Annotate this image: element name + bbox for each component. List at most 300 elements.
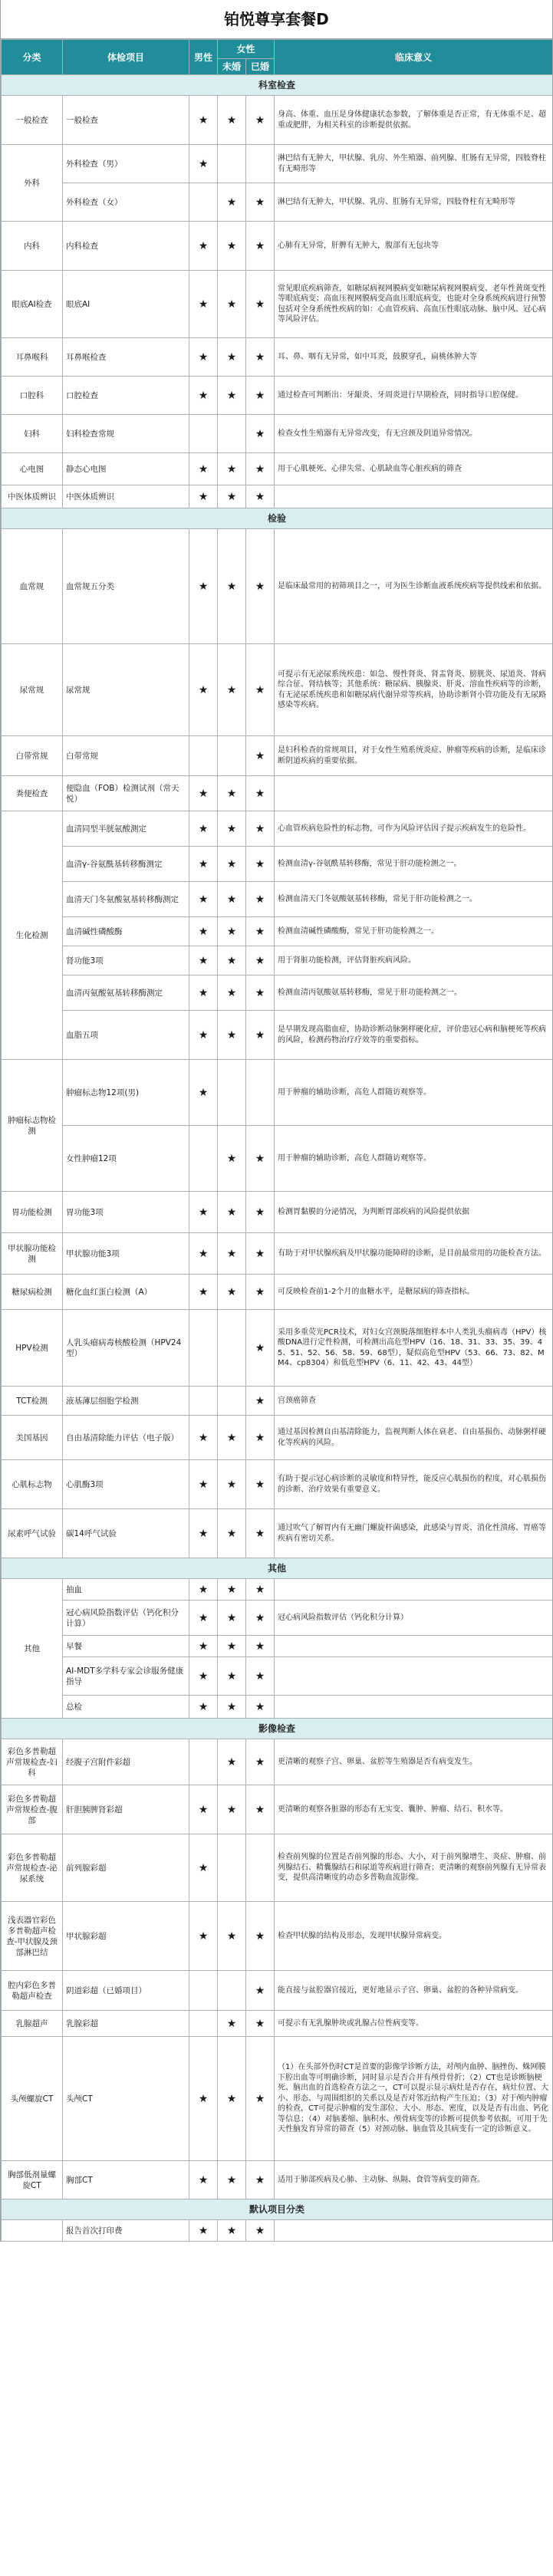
item-cell: 内科检查 <box>63 222 189 271</box>
table-row <box>2 2161 553 2199</box>
married-mark: ★ <box>246 946 275 975</box>
table-body <box>2 75 553 2242</box>
male-mark: ★ <box>189 1192 218 1233</box>
table-row <box>2 1387 553 1416</box>
item-cell: 糖化血红蛋白检测（A） <box>63 1275 189 1310</box>
category-cell: 腔内彩色多普勒超声检查 <box>2 1971 63 2011</box>
male-mark: ★ <box>189 338 218 377</box>
married-mark: ★ <box>246 1011 275 1060</box>
category-cell: 乳腺超声 <box>2 2011 63 2037</box>
item-cell: 心肌酶3项 <box>63 1460 189 1509</box>
significance-cell: 检查甲状腺的结构及形态，发现甲状腺异常病变。 <box>275 1902 553 1971</box>
unmarried-mark: ★ <box>218 377 246 415</box>
unmarried-mark: ★ <box>218 1696 246 1719</box>
unmarried-mark: ★ <box>218 453 246 485</box>
category-cell: 肿瘤标志物检测 <box>2 1060 63 1192</box>
significance-cell: 淋巴结有无肿大，甲状腺、乳房、肛肠有无异常，四肢脊柱有无畸形等 <box>275 183 553 222</box>
married-mark: ★ <box>246 1601 275 1636</box>
table-row <box>2 1657 553 1696</box>
significance-cell: 能直接与盆腔器官接近，更好地显示子宫、卵巢、盆腔的各种异常病变。 <box>275 1971 553 2011</box>
male-mark <box>189 1971 218 2011</box>
item-cell: 肿瘤标志物12项(男) <box>63 1060 189 1126</box>
category-cell: 彩色多普勒超声常规检查-妇科 <box>2 1739 63 1785</box>
unmarried-mark <box>218 145 246 183</box>
item-cell: 一般检查 <box>63 96 189 145</box>
significance-cell: 用于心肌梗死、心律失常、心肌缺血等心脏疾病的筛查 <box>275 453 553 485</box>
table-row <box>2 1011 553 1060</box>
married-mark: ★ <box>246 975 275 1011</box>
male-mark: ★ <box>189 2161 218 2199</box>
section-title: 默认项目分类 <box>2 2199 553 2220</box>
item-cell: 前列腺彩超 <box>63 1834 189 1902</box>
male-mark: ★ <box>189 1060 218 1126</box>
unmarried-mark <box>218 1387 246 1416</box>
male-mark: ★ <box>189 145 218 183</box>
category-cell <box>2 2220 63 2242</box>
table-row <box>2 529 553 644</box>
unmarried-mark: ★ <box>218 183 246 222</box>
significance-cell <box>275 776 553 811</box>
header-significance: 临床意义 <box>275 40 553 75</box>
significance-cell: 更清晰的观察子宫、卵巢、盆腔等生殖器是否有病变发生。 <box>275 1739 553 1785</box>
married-mark: ★ <box>246 1460 275 1509</box>
table-row <box>2 485 553 508</box>
unmarried-mark: ★ <box>218 1601 246 1636</box>
married-mark: ★ <box>246 338 275 377</box>
table-row <box>2 415 553 453</box>
significance-cell: 检查前列腺的位置是否前列腺的形态、大小，对于前列腺增生、炎症、肿瘤、前列腺结石、精囊腺结石和尿道等疾病进行筛查；更清晰的观察前列腺有无异常表变，提供高清晰度的动态多普勒血流影像。 <box>275 1834 553 1902</box>
married-mark: ★ <box>246 96 275 145</box>
category-cell: TCT检测 <box>2 1387 63 1416</box>
item-cell: 血清天门冬氨酸氨基转移酶测定 <box>63 882 189 917</box>
married-mark: ★ <box>246 811 275 847</box>
significance-cell: 检测血清丙氨酸氨基转移酶，常见于肝功能检测之一。 <box>275 975 553 1011</box>
category-cell: 糖尿病检测 <box>2 1275 63 1310</box>
significance-cell: 用于肿瘤的辅助诊断，高危人群随访观察等。 <box>275 1060 553 1126</box>
table-row <box>2 453 553 485</box>
unmarried-mark <box>218 736 246 776</box>
table-row <box>2 975 553 1011</box>
significance-cell: 可提示有无乳腺肿块或乳腺占位性病变等。 <box>275 2011 553 2037</box>
married-mark: ★ <box>246 2161 275 2199</box>
male-mark <box>189 2011 218 2037</box>
male-mark: ★ <box>189 377 218 415</box>
category-cell: 彩色多普勒超声常规检查-腹部 <box>2 1785 63 1834</box>
unmarried-mark <box>218 415 246 453</box>
category-cell: 头颅螺旋CT <box>2 2037 63 2161</box>
unmarried-mark: ★ <box>218 2037 246 2161</box>
item-cell: AI-MDT多学科专家会诊服务健康指导 <box>63 1657 189 1696</box>
item-cell: 液基薄层细胞学检测 <box>63 1387 189 1416</box>
significance-cell: 耳、鼻、咽有无异常，如中耳炎，鼓膜穿孔，扁桃体肿大等 <box>275 338 553 377</box>
unmarried-mark: ★ <box>218 917 246 946</box>
table-row <box>2 1971 553 2011</box>
significance-cell <box>275 1657 553 1696</box>
married-mark: ★ <box>246 1126 275 1192</box>
male-mark <box>189 183 218 222</box>
category-cell: 浅表器官彩色多普勒超声检查-甲状腺及颈部淋巴结 <box>2 1902 63 1971</box>
item-cell: 甲状腺彩超 <box>63 1902 189 1971</box>
item-cell: 碳14呼气试验 <box>63 1509 189 1558</box>
married-mark: ★ <box>246 2011 275 2037</box>
significance-cell: （1）在头部外伤时CT是首要的影像学诊断方法，对颅内血肿、脑挫伤、蛛网膜下腔出血等可明确诊断，同时显示是否合并有颅骨骨折；（2）CT也是诊断脑梗死、脑出血的首选检查方法之一，CT可以提示显示病灶是否存在，病灶位置、大小、形态、与周围组织的关系以及是否对邻近结构产生压迫；（3）对于颅内肿瘤的检查，CT可提示肿瘤的发生部位、大小、形态、密度，以及是否有出血、钙化等信息；（4）对脑萎缩、脑积水、颅骨病变等的诊断可提供参考依据，可用于先天性脑发育异常的筛查（5）对颈动脉、脑血管及其病变有一定的诊断意义。 <box>275 2037 553 2161</box>
table-row <box>2 1233 553 1275</box>
item-cell: 外科检查（男） <box>63 145 189 183</box>
unmarried-mark <box>218 1060 246 1126</box>
category-cell: 胃功能检测 <box>2 1192 63 1233</box>
unmarried-mark <box>218 1971 246 2011</box>
unmarried-mark: ★ <box>218 338 246 377</box>
significance-cell: 是早期发现高脂血症，协助诊断动脉粥样硬化症，评价患冠心病和脑梗死等疾病的风险，检测药物治疗疗效等的重要指标。 <box>275 1011 553 1060</box>
unmarried-mark: ★ <box>218 1657 246 1696</box>
significance-cell <box>275 1696 553 1719</box>
category-cell: 内科 <box>2 222 63 271</box>
unmarried-mark: ★ <box>218 1126 246 1192</box>
table-row <box>2 1579 553 1601</box>
unmarried-mark: ★ <box>218 96 246 145</box>
married-mark: ★ <box>246 453 275 485</box>
married-mark: ★ <box>246 882 275 917</box>
married-mark: ★ <box>246 1387 275 1416</box>
item-cell: 经腹子宫附件彩超 <box>63 1739 189 1785</box>
unmarried-mark <box>218 1310 246 1387</box>
significance-cell: 可反映检查前1-2个月的血糖水平，是糖尿病的筛查指标。 <box>275 1275 553 1310</box>
table-row <box>2 1696 553 1719</box>
section-header-row <box>2 508 553 529</box>
category-cell: 外科 <box>2 145 63 222</box>
item-cell: 口腔检查 <box>63 377 189 415</box>
married-mark: ★ <box>246 1902 275 1971</box>
section-header-row <box>2 2199 553 2220</box>
item-cell: 报告首次打印费 <box>63 2220 189 2242</box>
unmarried-mark: ★ <box>218 529 246 644</box>
item-cell: 白带常规 <box>63 736 189 776</box>
male-mark <box>189 415 218 453</box>
category-cell: 甲状腺功能检测 <box>2 1233 63 1275</box>
package-table <box>1 39 553 2242</box>
married-mark: ★ <box>246 1739 275 1785</box>
section-header-row <box>2 75 553 96</box>
married-mark: ★ <box>246 1636 275 1657</box>
married-mark: ★ <box>246 644 275 736</box>
item-cell: 妇科检查常规 <box>63 415 189 453</box>
married-mark: ★ <box>246 1971 275 2011</box>
male-mark: ★ <box>189 1657 218 1696</box>
significance-cell: 检测血清天门冬氨酸氨基转移酶，常见于肝功能检测之一。 <box>275 882 553 917</box>
table-row <box>2 1834 553 1902</box>
unmarried-mark: ★ <box>218 847 246 882</box>
significance-cell: 更清晰的观察各脏器的形态有无实变、囊肿、肿瘤、结石、积水等。 <box>275 1785 553 1834</box>
unmarried-mark: ★ <box>218 1636 246 1657</box>
item-cell: 甲状腺功能3项 <box>63 1233 189 1275</box>
category-cell: 粪便检查 <box>2 776 63 811</box>
significance-cell: 检测胃黏膜的分泌情况，为判断胃部疾病的风险提供依据 <box>275 1192 553 1233</box>
section-header-row <box>2 1719 553 1739</box>
table-row <box>2 1739 553 1785</box>
table-row <box>2 917 553 946</box>
significance-cell: 用于肿瘤的辅助诊断，高危人群随访观察等。 <box>275 1126 553 1192</box>
married-mark: ★ <box>246 2037 275 2161</box>
item-cell: 肝胆胰脾肾彩超 <box>63 1785 189 1834</box>
table-row <box>2 271 553 338</box>
male-mark: ★ <box>189 1834 218 1902</box>
unmarried-mark: ★ <box>218 975 246 1011</box>
page-title: 铂悦尊享套餐D <box>1 0 552 39</box>
male-mark: ★ <box>189 917 218 946</box>
significance-cell: 适用于肺部疾病及心肺、主动脉、纵隔、食管等病变的筛查。 <box>275 2161 553 2199</box>
header-married: 已婚 <box>246 59 275 75</box>
category-cell: 美国基因 <box>2 1416 63 1460</box>
table-row <box>2 1902 553 1971</box>
table-row <box>2 338 553 377</box>
male-mark: ★ <box>189 882 218 917</box>
male-mark: ★ <box>189 847 218 882</box>
unmarried-mark: ★ <box>218 271 246 338</box>
category-cell: 血常规 <box>2 529 63 644</box>
unmarried-mark: ★ <box>218 1739 246 1785</box>
table-row <box>2 1192 553 1233</box>
married-mark: ★ <box>246 1785 275 1834</box>
married-mark <box>246 145 275 183</box>
item-cell: 外科检查（女） <box>63 183 189 222</box>
category-cell: 心电图 <box>2 453 63 485</box>
table-row <box>2 882 553 917</box>
significance-cell: 检测血清γ-谷氨酰基转移酶，常见于肝功能检测之一。 <box>275 847 553 882</box>
category-cell: 白带常规 <box>2 736 63 776</box>
table-row <box>2 2037 553 2161</box>
item-cell: 头颅CT <box>63 2037 189 2161</box>
section-title: 科室检查 <box>2 75 553 96</box>
table-row <box>2 1060 553 1126</box>
table-row <box>2 946 553 975</box>
significance-cell: 宫颈癌筛查 <box>275 1387 553 1416</box>
item-cell: 冠心病风险指数评估（钙化积分计算） <box>63 1601 189 1636</box>
category-cell: 眼底AI检查 <box>2 271 63 338</box>
unmarried-mark: ★ <box>218 1509 246 1558</box>
item-cell: 血清丙氨酸氨基转移酶测定 <box>63 975 189 1011</box>
unmarried-mark: ★ <box>218 2220 246 2242</box>
header-unmarried: 未婚 <box>218 59 246 75</box>
significance-cell: 检查女性生殖器有无异常改变，有无宫颈及阴道异常情况。 <box>275 415 553 453</box>
married-mark: ★ <box>246 1192 275 1233</box>
header-category: 分类 <box>2 40 63 75</box>
table-row <box>2 1509 553 1558</box>
unmarried-mark: ★ <box>218 2161 246 2199</box>
married-mark <box>246 1834 275 1902</box>
item-cell: 血清碱性磷酸酶 <box>63 917 189 946</box>
item-cell: 总检 <box>63 1696 189 1719</box>
category-cell: 尿素呼气试验 <box>2 1509 63 1558</box>
table-row <box>2 1601 553 1636</box>
table-row <box>2 1275 553 1310</box>
married-mark: ★ <box>246 1416 275 1460</box>
male-mark: ★ <box>189 1416 218 1460</box>
male-mark: ★ <box>189 529 218 644</box>
male-mark: ★ <box>189 975 218 1011</box>
married-mark: ★ <box>246 1696 275 1719</box>
table-row <box>2 736 553 776</box>
category-cell: 耳鼻喉科 <box>2 338 63 377</box>
significance-cell: 通过吹气了解胃内有无幽门螺旋杆菌感染，此感染与胃炎、消化性溃疡、胃癌等疾病有密切关系。 <box>275 1509 553 1558</box>
male-mark: ★ <box>189 96 218 145</box>
category-cell: 一般检查 <box>2 96 63 145</box>
item-cell: 中医体质辨识 <box>63 485 189 508</box>
unmarried-mark: ★ <box>218 1233 246 1275</box>
item-cell: 乳腺彩超 <box>63 2011 189 2037</box>
category-cell: 口腔科 <box>2 377 63 415</box>
table-row <box>2 1416 553 1460</box>
married-mark: ★ <box>246 415 275 453</box>
item-cell: 眼底AI <box>63 271 189 338</box>
significance-cell <box>275 1636 553 1657</box>
item-cell: 血清同型半胱氨酸测定 <box>63 811 189 847</box>
male-mark: ★ <box>189 222 218 271</box>
table-row <box>2 2011 553 2037</box>
table-row <box>2 96 553 145</box>
category-cell: 尿常规 <box>2 644 63 736</box>
unmarried-mark: ★ <box>218 1579 246 1601</box>
item-cell: 胃功能3项 <box>63 1192 189 1233</box>
significance-cell: 检测血清碱性磷酸酶，常见于肝功能检测之一。 <box>275 917 553 946</box>
table-header <box>2 40 553 75</box>
table-row <box>2 145 553 183</box>
unmarried-mark: ★ <box>218 1011 246 1060</box>
unmarried-mark: ★ <box>218 1416 246 1460</box>
table-row <box>2 1636 553 1657</box>
male-mark <box>189 1387 218 1416</box>
section-title: 影像检查 <box>2 1719 553 1739</box>
married-mark: ★ <box>246 736 275 776</box>
significance-cell: 用于肾脏功能检测，评估肾脏疾病风险。 <box>275 946 553 975</box>
table-row <box>2 1126 553 1192</box>
category-cell: 心肌标志物 <box>2 1460 63 1509</box>
significance-cell: 淋巴结有无肿大，甲状腺、乳房、外生殖器、前列腺、肛肠有无异常，四肢脊柱有无畸形等 <box>275 145 553 183</box>
header-item: 体检项目 <box>63 40 189 75</box>
male-mark: ★ <box>189 1509 218 1558</box>
table-row <box>2 644 553 736</box>
male-mark <box>189 1739 218 1785</box>
significance-cell: 身高、体重、血压是身体健康状态参数，了解体重是否正常，有无体重不足、超重或肥胖，为相关科室的诊断提供依据。 <box>275 96 553 145</box>
table-row <box>2 1785 553 1834</box>
unmarried-mark: ★ <box>218 1275 246 1310</box>
table-row <box>2 222 553 271</box>
male-mark: ★ <box>189 1011 218 1060</box>
married-mark: ★ <box>246 183 275 222</box>
unmarried-mark: ★ <box>218 485 246 508</box>
male-mark <box>189 1310 218 1387</box>
item-cell: 静态心电图 <box>63 453 189 485</box>
item-cell: 女性肿瘤12项 <box>63 1126 189 1192</box>
unmarried-mark: ★ <box>218 1460 246 1509</box>
unmarried-mark: ★ <box>218 1785 246 1834</box>
significance-cell: 有助于提示冠心病诊断的灵敏度和特异性，能反应心肌损伤的程度，对心肌损伤的诊断、治疗效果有重要意义。 <box>275 1460 553 1509</box>
married-mark: ★ <box>246 847 275 882</box>
unmarried-mark: ★ <box>218 946 246 975</box>
married-mark: ★ <box>246 776 275 811</box>
married-mark: ★ <box>246 2220 275 2242</box>
table-row <box>2 776 553 811</box>
significance-cell <box>275 1579 553 1601</box>
unmarried-mark: ★ <box>218 2011 246 2037</box>
item-cell: 耳鼻喉检查 <box>63 338 189 377</box>
item-cell: 早餐 <box>63 1636 189 1657</box>
male-mark: ★ <box>189 485 218 508</box>
married-mark: ★ <box>246 1509 275 1558</box>
male-mark: ★ <box>189 946 218 975</box>
married-mark: ★ <box>246 1657 275 1696</box>
significance-cell: 是临床最常用的初筛项目之一，可为医生诊断血液系统疾病等提供线索和依据。 <box>275 529 553 644</box>
category-cell: 中医体质辨识 <box>2 485 63 508</box>
male-mark: ★ <box>189 271 218 338</box>
significance-cell: 通过基因检测自由基清除能力，监视判断人体在衰老、自由基损伤、动脉粥样硬化等疾病的风险。 <box>275 1416 553 1460</box>
table-row <box>2 847 553 882</box>
item-cell: 自由基清除能力评估（电子版） <box>63 1416 189 1460</box>
unmarried-mark: ★ <box>218 882 246 917</box>
unmarried-mark: ★ <box>218 1902 246 1971</box>
category-cell: 彩色多普勒超声常规检查-泌尿系统 <box>2 1834 63 1902</box>
male-mark: ★ <box>189 644 218 736</box>
category-cell: 妇科 <box>2 415 63 453</box>
significance-cell: 有助于对甲状腺疾病及甲状腺功能障碍的诊断，是目前最常用的功能检查方法。 <box>275 1233 553 1275</box>
table-row <box>2 1460 553 1509</box>
married-mark <box>246 1060 275 1126</box>
male-mark <box>189 736 218 776</box>
male-mark: ★ <box>189 1460 218 1509</box>
item-cell: 阴道彩超（已婚项目） <box>63 1971 189 2011</box>
married-mark: ★ <box>246 1275 275 1310</box>
header-female: 女性 <box>218 40 275 59</box>
male-mark: ★ <box>189 2037 218 2161</box>
section-title: 其他 <box>2 1558 553 1579</box>
category-cell: 胸部低剂量螺旋CT <box>2 2161 63 2199</box>
significance-cell: 可提示有无泌尿系统疾患：如急、慢性肾炎、肾盂肾炎、膀胱炎、尿道炎、肾病综合征、肾结核等；其他系统：糖尿病、胰腺炎、肝炎、溶血性疾病等的诊断，有无泌尿系统疾患和如糖尿病代谢异常等疾病，协助诊断肾小管功能及有无尿路感染等疾病。 <box>275 644 553 736</box>
item-cell: 血常规五分类 <box>63 529 189 644</box>
item-cell: 肾功能3项 <box>63 946 189 975</box>
male-mark: ★ <box>189 1636 218 1657</box>
male-mark <box>189 1126 218 1192</box>
married-mark: ★ <box>246 222 275 271</box>
married-mark: ★ <box>246 917 275 946</box>
male-mark: ★ <box>189 811 218 847</box>
table-row <box>2 183 553 222</box>
male-mark: ★ <box>189 776 218 811</box>
unmarried-mark <box>218 1834 246 1902</box>
male-mark: ★ <box>189 1601 218 1636</box>
significance-cell: 心肺有无异常，肝脾有无肿大，腹部有无包块等 <box>275 222 553 271</box>
significance-cell: 是妇科检查的常规项目，对于女性生殖系统炎症、肿瘤等疾病的诊断，是临床诊断阴道疾病的重要依据。 <box>275 736 553 776</box>
category-cell: 其他 <box>2 1579 63 1719</box>
item-cell: 尿常规 <box>63 644 189 736</box>
male-mark: ★ <box>189 1902 218 1971</box>
unmarried-mark: ★ <box>218 811 246 847</box>
married-mark: ★ <box>246 1579 275 1601</box>
married-mark: ★ <box>246 1233 275 1275</box>
unmarried-mark: ★ <box>218 644 246 736</box>
table-row <box>2 2220 553 2242</box>
significance-cell: 常见眼底疾病筛查，如糖尿病视网膜病变如糖尿病视网膜病变、老年性黄斑变性等眼底病变；高血压视网膜病变高血压眼底病变，也能对全身系统疾病进行预警包括对全身系统性疾病的如：心血管疾病、高血压性眼底动脉、脑中风、冠心病等风险评估。 <box>275 271 553 338</box>
male-mark: ★ <box>189 1696 218 1719</box>
item-cell: 人乳头瘤病毒核酸检测（HPV24型） <box>63 1310 189 1387</box>
unmarried-mark: ★ <box>218 222 246 271</box>
section-header-row <box>2 1558 553 1579</box>
significance-cell <box>275 485 553 508</box>
section-title: 检验 <box>2 508 553 529</box>
unmarried-mark: ★ <box>218 776 246 811</box>
item-cell: 血脂五项 <box>63 1011 189 1060</box>
category-cell: HPV检测 <box>2 1310 63 1387</box>
table-row <box>2 377 553 415</box>
married-mark: ★ <box>246 529 275 644</box>
